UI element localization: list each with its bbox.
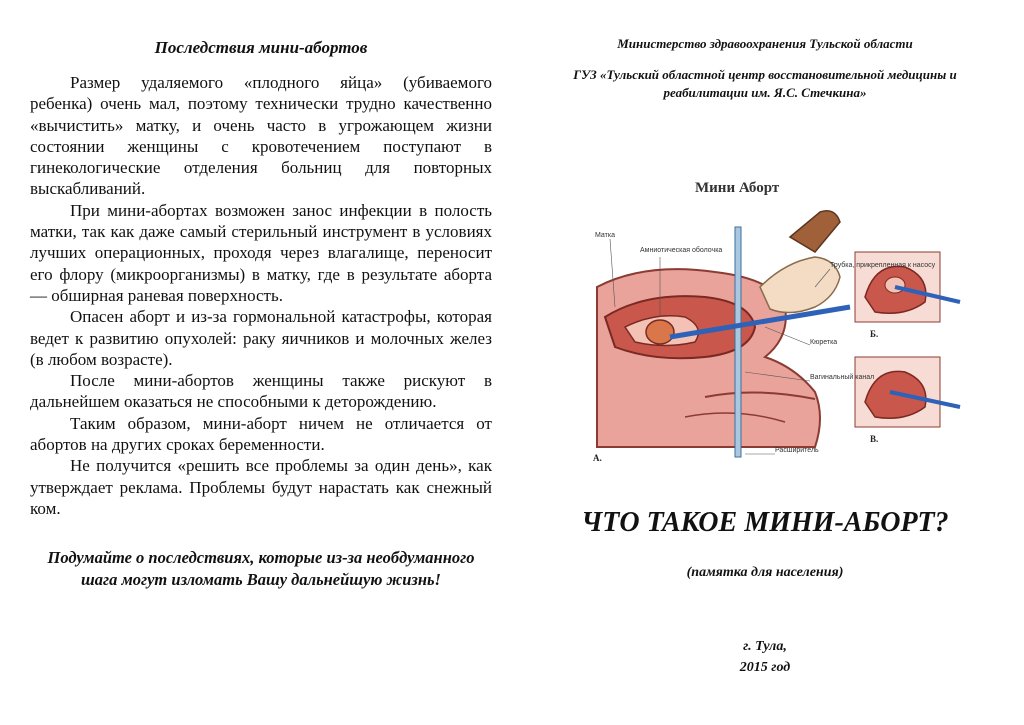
mini-abortion-diagram [585, 167, 975, 467]
section-title: Последствия мини-абортов [154, 38, 368, 57]
label-amniotic: Амниотическая оболочка [640, 247, 723, 254]
main-title: ЧТО ТАКОЕ МИНИ-АБОРТ? [581, 507, 949, 538]
paragraph: Не получится «решить все проблемы за один день», как утверждает реклама. Проблемы будут нарастать как снежный ком. [30, 456, 492, 518]
paragraph: Размер удаляемого «плодного яйца» (убиваемого ребенка) очень мал, поэтому технически трудно качественно «вычистить» матку, и очень часто в угрожающем жизни состоянии женщины с кровотечением поступают в гинекологические отделения больниц для повторных выскабливаний. [30, 73, 492, 199]
label-v: В. [870, 434, 879, 444]
publication-year: 2015 год [739, 660, 791, 675]
paragraph: Таким образом, мини-аборт ничем не отличается от абортов на других сроках беременности. [30, 413, 492, 455]
label-vaginal-canal: Вагинальный канал [810, 374, 875, 381]
left-column [30, 32, 492, 591]
figure-title: Мини Аборт [695, 180, 780, 196]
label-tube: Трубка, прикрепленная к насосу [830, 262, 936, 269]
paragraph: При мини-абортах возможен занос инфекции в полость матки, так как даже самый стерильный инструмент в условиях лучших операционных, проходя через влагалище, переносит его флору (микроорганизмы) в матку, где в результате аборта — обширная раневая поверхность. [30, 200, 492, 305]
diagram-svg [585, 167, 975, 467]
closing-appeal: Подумайте о последствиях, которые из-за необдуманного шага могут изломать Вашу дальнейшую жизнь! [47, 548, 475, 590]
label-a: А. [593, 453, 602, 463]
subtitle: (памятка для населения) [686, 565, 844, 580]
inset-v [855, 357, 960, 427]
paragraph: После мини-абортов женщины также рискуют в дальнейшем оказаться не способными к деторождению. [30, 371, 492, 412]
institution-name: ГУЗ «Тульский областной центр восстановительной медицины и реабилитации им. Я.С. Стечкина» [573, 67, 957, 100]
paragraph: Опасен аборт и из-за гормональной катастрофы, которая ведет к развитию опухолей: раку яичников и молочных желез (в любом возрасте). [30, 307, 492, 369]
gloved-hand [760, 257, 840, 313]
ministry-name: Министерство здравоохранения Тульской области [617, 36, 913, 51]
dilator-rod [735, 227, 741, 457]
label-b: Б. [870, 329, 879, 339]
label-uterus: Матка [595, 232, 615, 239]
label-dilator: Расширитель [775, 447, 819, 454]
imprint [675, 636, 855, 678]
city-name: г. Тула, [743, 639, 787, 654]
label-curette: Кюретка [810, 339, 838, 346]
right-column [545, 32, 985, 675]
